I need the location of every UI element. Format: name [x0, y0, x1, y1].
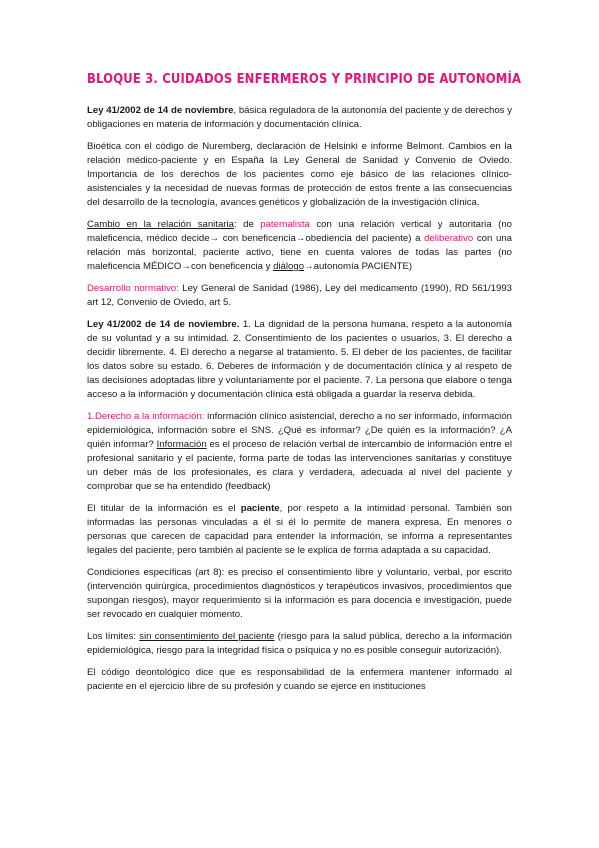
text: : de [233, 219, 261, 230]
text: con una relación vertical y autoritaria (no maleficencia, médico decide→ con beneficencia→obediencia del paciente) a [87, 219, 512, 244]
paragraph-titular [87, 502, 512, 558]
law-reference: Ley 41/2002 de 14 de noviembre. [87, 319, 240, 330]
text: , por respeto a la intimidad personal. También son informadas las personas vinculadas a él si él lo permite de manera expresa. En menores o personas que carecen de capacidad para entender la información, se informa a representantes legales del paciente, pero también al paciente se le explica de forma adaptada a su capacidad. [87, 503, 512, 556]
paragraph-ley [87, 104, 512, 132]
highlight-paternalista: paternalista [260, 219, 310, 230]
text: información clínico asistencial, derecho a no ser informado, información epidemiológica, información sobre el SNS. ¿Qué es informar? ¿De quién es la información? ¿A quién informar? [87, 411, 512, 450]
bold-paciente: paciente [240, 503, 280, 514]
underlined-sin-consentimiento: sin consentimiento del paciente [139, 631, 275, 642]
highlight-deliberativo: deliberativo [424, 233, 474, 244]
paragraph-cambio-relacion [87, 218, 512, 274]
underlined-informacion: Información [156, 439, 207, 450]
paragraph-ley-principios [87, 318, 512, 402]
underlined-label: Cambio en la relación sanitaria [87, 219, 234, 230]
paragraph-text: , básica reguladora de la autonomía del paciente y de derechos y obligaciones en materia de información y documentación clínica. [87, 105, 512, 130]
paragraph-bioetica: Bioética con el código de Nuremberg, declaración de Helsinki e informe Belmont. Cambios en la relación médico-paciente y en España la Ley General de Sanidad y Convenio de Oviedo. Importancia de los derechos de los pacientes como eje básico de las relaciones clínico-asistenciales y la necesidad de nuevas formas de protección de estos frente a las consecuencias del desarrollo de la tecnología, avances genéticos y globalización de la investigación clínica. [87, 141, 512, 208]
law-reference: Ley 41/2002 de 14 de noviembre [87, 105, 234, 116]
text: con una relación más horizontal, paciente activo, tiene en cuenta valores de todas las partes (no maleficencia MÉDICO→con beneficencia y [87, 233, 512, 272]
underlined-dialogo: diálogo [273, 261, 305, 272]
text: Los límites: [87, 631, 140, 642]
document-title: BLOQUE 3. CUIDADOS ENFERMEROS Y PRINCIPIO DE AUTONOMÍA [87, 71, 522, 87]
paragraph-desarrollo-normativo [87, 282, 512, 310]
text: →autonomía PACIENTE) [304, 261, 413, 272]
pink-label: Desarrollo normativo: [87, 283, 179, 294]
text: (riesgo para la salud pública, derecho a la información epidemiológica, riesgo para la integridad física o psíquica y no es posible conseguir autorización). [87, 631, 512, 656]
paragraph-condiciones: Condiciones específicas (art 8): es preciso el consentimiento libre y voluntario, verbal, por escrito (intervención quirúrgica, procedimientos diagnósticos y terapéuticos invasivos, procedimientos que supongan riesgos), mayor requerimiento si la información es para docencia e investigación, puede ser revocado en cualquier momento. [87, 567, 512, 620]
text: El titular de la información es el [87, 503, 241, 514]
text: Ley General de Sanidad (1986), Ley del medicamento (1990), RD 561/1993 art 12, Convenio de Oviedo, art 5. [87, 283, 512, 308]
text: 1. La dignidad de la persona humana, respeto a la autonomía de su voluntad y a su intimidad. 2. Consentimiento de los pacientes o usuarios, 3. El derecho a decidir libremente. 4. El derecho a negarse al tratamiento. 5. El deber de los pacientes, de facilitar los datos sobre su estado. 6. Deberes de información y de documentación clínica y al respeto de las decisiones adoptadas libre y voluntariamente por el paciente. 7. La persona que elabore o tenga acceso a la información y documentación clínica está obligada a guardar la reserva debida. [87, 319, 512, 400]
paragraph-limites [87, 630, 512, 658]
pink-label: 1.Derecho a la información: [87, 411, 205, 422]
paragraph-codigo-deontologico: El código deontológico dice que es responsabilidad de la enfermera mantener informado al paciente en el ejercicio libre de su profesión y cuando se ejerce en instituciones [87, 667, 512, 692]
paragraph-derecho-informacion [87, 410, 512, 494]
text: es el proceso de relación verbal de intercambio de información entre el profesional sanitario y el paciente, forma parte de todas las intervenciones sanitarias y constituye un deber más de los profesionales, es clara y verdadera, adecuada al nivel del paciente y comprobar que se ha entendido (feedback) [87, 439, 512, 492]
